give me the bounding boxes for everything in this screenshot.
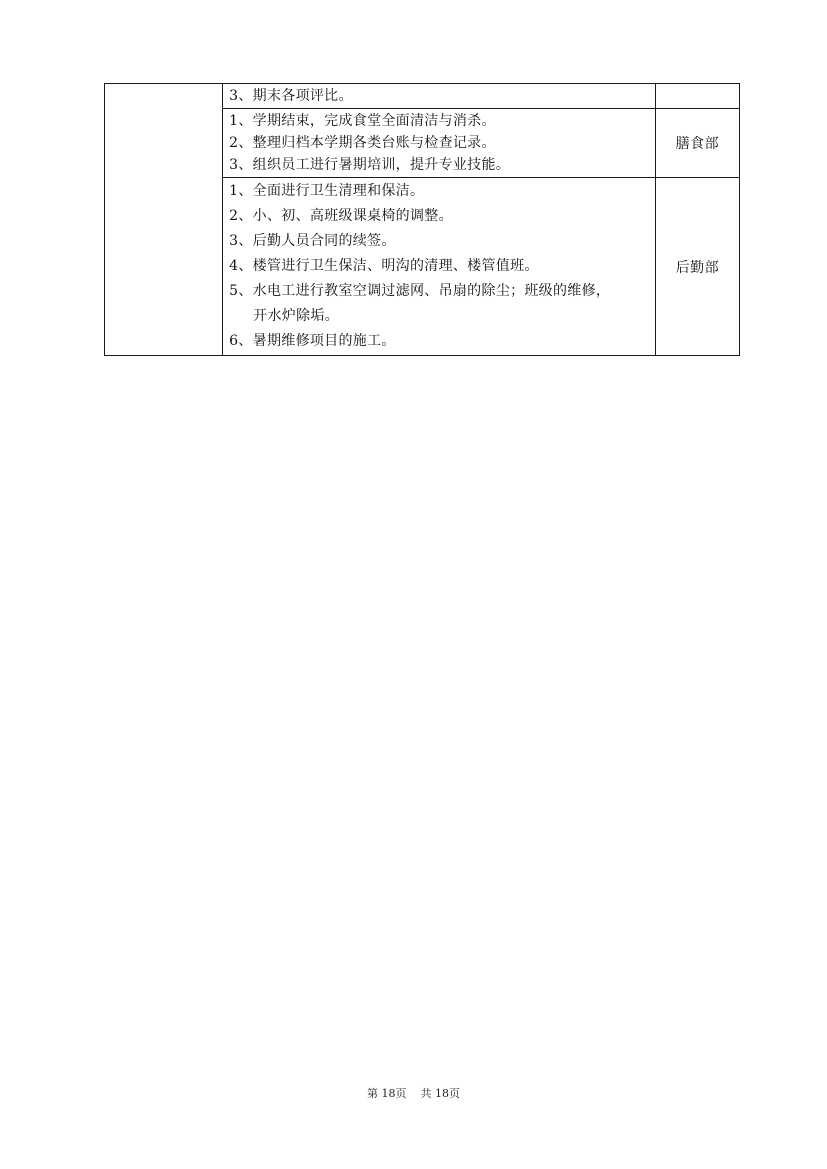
task-line: 3、后勤人员合同的续签。 — [229, 233, 396, 249]
task-cell — [223, 84, 656, 109]
department-cell — [655, 84, 739, 109]
page-number-footer: 第 18页 共 18页 — [367, 1087, 460, 1100]
task-cell — [223, 178, 656, 356]
task-line: 1、全面进行卫生清理和保洁。 — [229, 183, 425, 199]
task-cell — [223, 109, 656, 178]
department-cell: 膳食部 — [655, 109, 739, 178]
task-line: 5、水电工进行教室空调过滤网、吊扇的除尘；班级的维修， — [229, 283, 611, 299]
table-merged-left-cell — [105, 84, 223, 356]
task-line: 2、小、初、高班级课桌椅的调整。 — [229, 208, 453, 224]
task-line: 4、楼管进行卫生保洁、明沟的清理、楼管值班。 — [229, 258, 539, 274]
task-line-continuation: 开水炉除垢。 — [253, 308, 339, 324]
department-cell: 后勤部 — [655, 178, 739, 356]
task-line: 3、期末各项评比。 — [229, 88, 353, 104]
work-plan-table — [104, 83, 740, 356]
task-line: 6、暑期维修项目的施工。 — [229, 333, 396, 349]
table-row — [105, 84, 740, 109]
task-line: 3、组织员工进行暑期培训，提升专业技能。 — [229, 157, 511, 173]
task-line: 2、整理归档本学期各类台账与检查记录。 — [229, 135, 496, 151]
task-line: 1、学期结束，完成食堂全面清洁与消杀。 — [229, 113, 496, 129]
